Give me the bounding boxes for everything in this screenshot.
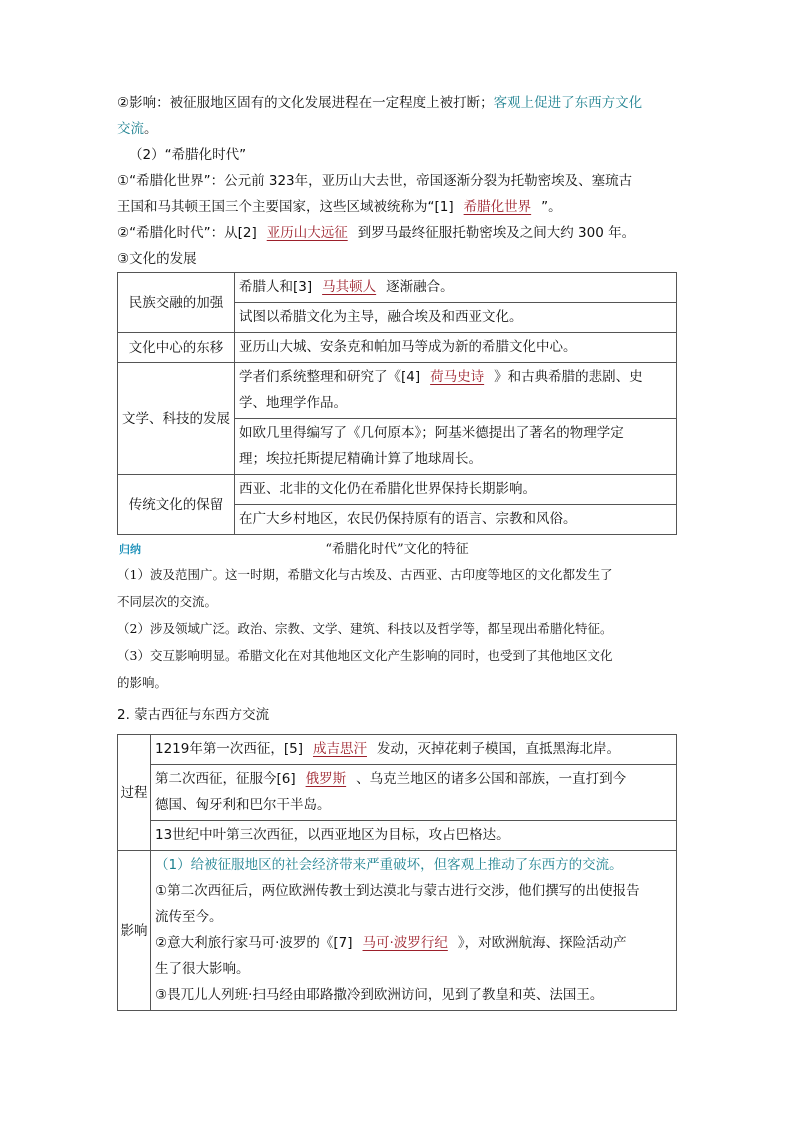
hellenistic-age-paragraph: ②“希腊化时代”：从[2] 亚历山大远征 到罗马最终征服托勒密埃及之间大约 300 年。 — [117, 225, 636, 241]
hellenistic-world-paragraph-cont: 王国和马其顿王国三个主要国家，这些区域被统称为“[1] 希腊化世界 ”。 — [117, 199, 562, 215]
table-row — [118, 821, 677, 851]
section-heading-mongol: 2. 蒙古西征与东西方交流 — [117, 707, 270, 723]
answer-blank-6: 俄罗斯 — [305, 771, 347, 787]
table-cell: 学者们系统整理和研究了《[4] 荷马史诗 》和古典希腊的悲剧、史 学、地理学作品。 — [235, 363, 677, 419]
table-cell: 13世纪中叶第三次西征，以西亚地区为目标，攻占巴格达。 — [151, 821, 677, 851]
answer-blank-2: 亚历山大远征 — [266, 225, 348, 241]
table-row — [118, 735, 677, 765]
culture-development-heading: ③文化的发展 — [117, 251, 197, 267]
table-category: 过程 — [118, 735, 151, 851]
table-cell: 第二次西征，征服今[6] 俄罗斯 、乌克兰地区的诸多公国和部族，一直打到今 德国、匈牙利和巴尔干半岛。 — [151, 765, 677, 821]
culture-table — [117, 272, 677, 535]
answer-blank-7: 马可·波罗行纪 — [362, 935, 448, 951]
table-category: 文学、科技的发展 — [118, 363, 235, 475]
table-category: 民族交融的加强 — [118, 273, 235, 333]
table-cell: 亚历山大城、安条克和帕加马等成为新的希腊文化中心。 — [235, 333, 677, 363]
answer-blank-5: 成吉思汗 — [312, 741, 367, 757]
hellenistic-world-paragraph: ①“希腊化世界”：公元前 323年，亚历山大去世，帝国逐渐分裂为托勒密埃及、塞琉古 — [117, 173, 633, 189]
table-category: 传统文化的保留 — [118, 475, 235, 535]
table-category: 文化中心的东移 — [118, 333, 235, 363]
table-row — [118, 333, 677, 363]
table-cell: 试图以希腊文化为主导，融合埃及和西亚文化。 — [235, 303, 677, 333]
table-cell: 希腊人和[3] 马其顿人 逐渐融合。 — [235, 273, 677, 303]
impact-paragraph-cont: 交流。 — [117, 121, 158, 137]
table-row — [118, 765, 677, 821]
summary-tag: 归纳 — [119, 543, 141, 556]
table-row — [118, 851, 677, 1011]
table-row — [118, 363, 677, 419]
highlight-text: 客观上促进了东西方文化 — [493, 95, 643, 111]
summary-title: “希腊化时代”文化的特征 — [325, 542, 469, 557]
answer-blank-3: 马其顿人 — [322, 279, 377, 295]
table-row — [118, 273, 677, 303]
table-cell: 如欧几里得编写了《几何原本》；阿基米德提出了著名的物理学定 理；埃拉托斯提尼精确计算了地球周长。 — [235, 419, 677, 475]
answer-blank-4: 荷马史诗 — [430, 369, 485, 385]
table-category: 影响 — [118, 851, 151, 1011]
table-cell: 西亚、北非的文化仍在希腊化世界保持长期影响。 — [235, 475, 677, 505]
subheading-hellenistic: （2）“希腊化时代” — [129, 147, 247, 163]
table-row — [118, 475, 677, 505]
summary-text: （1）波及范围广。这一时期，希腊文化与古埃及、古西亚、古印度等地区的文化都发生了 不同层次的交流。 （2）涉及领域广泛。政治、宗教、文学、建筑、科技以及哲学等，都呈现出希腊化特征。 （3）交互影响明显。希腊文化在对其他地区文化产生影响的同时，也受到了其他地区文化 的影响。 — [117, 567, 613, 690]
table-cell: 在广大乡村地区，农民仍保持原有的语言、宗教和风俗。 — [235, 505, 677, 535]
answer-blank-1: 希腊化世界 — [463, 199, 532, 215]
table-cell: 1219年第一次西征，[5] 成吉思汗 发动，灭掉花剌子模国，直抵黑海北岸。 — [151, 735, 677, 765]
summary-header — [117, 537, 677, 561]
document-page — [117, 90, 677, 1011]
impact-paragraph: ②影响：被征服地区固有的文化发展进程在一定程度上被打断；客观上促进了东西方文化 — [117, 95, 643, 111]
mongol-table — [117, 734, 677, 1011]
table-cell: （1）给被征服地区的社会经济带来严重破坏，但客观上推动了东西方的交流。 ①第二次西征后，两位欧洲传教士到达漠北与蒙古进行交涉，他们撰写的出使报告 流传至今。 ②意大利旅行家马可·波罗的《[7] 马可·波罗行纪 》，对欧洲航海、探险活动产 生了很大影响。 ③畏兀儿人列班·扫马经由耶路撒冷到欧洲访问，见到了教皇和英、法国王。 — [151, 851, 677, 1011]
